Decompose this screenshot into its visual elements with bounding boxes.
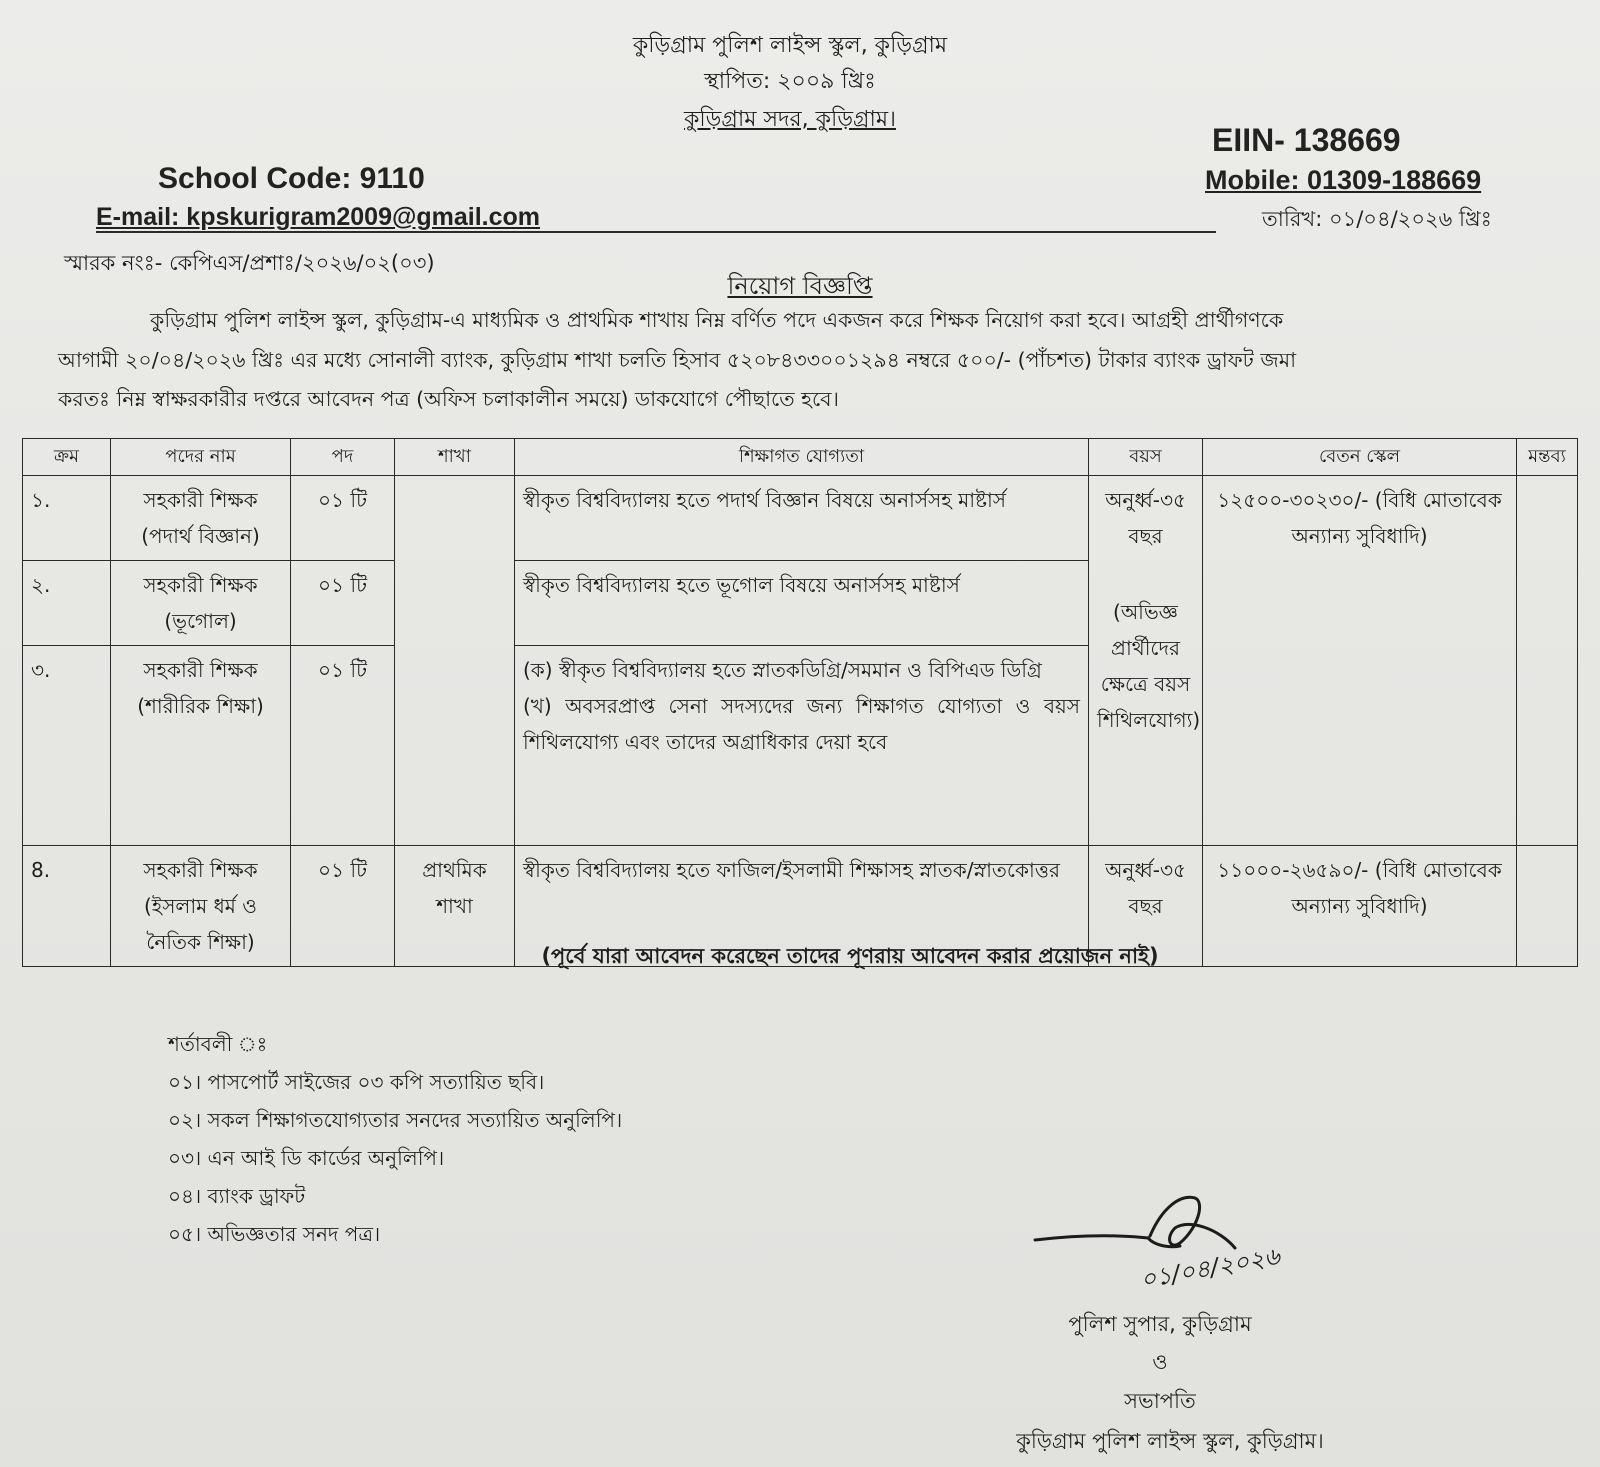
notice-body-line-2: আগামী ২০/০৪/২০২৬ খ্রিঃ এর মধ্যে সোনালী ব্যাংক, কুড়িগ্রাম শাখা চলতি হিসাব ৫২০৮৪৩৩০০১২৯৪ নম্বরে ৫০০/- (পাঁচশত) টাকার ব্যাংক ড্রাফট জমা (58, 348, 1297, 372)
remarks-empty (1517, 476, 1578, 846)
row-post-count: ০১ টি (291, 846, 395, 967)
notice-date: তারিখ: ০১/০৪/২০২৬ খ্রিঃ (1262, 207, 1492, 231)
condition-item: ০২। সকল শিক্ষাগতযোগ্যতার সনদের সত্যায়িত অনুলিপি। (168, 1108, 623, 1132)
established-line: স্থাপিত: ২০০৯ খ্রিঃ (704, 69, 876, 94)
col-post-count: পদ (291, 439, 395, 476)
row-post-count: ০১ টি (291, 561, 395, 646)
row-remarks-empty (1517, 846, 1578, 967)
col-age: বয়স (1089, 439, 1203, 476)
col-branch: শাখা (395, 439, 515, 476)
address-line: কুড়িগ্রাম সদর, কুড়িগ্রাম। (684, 107, 896, 132)
row-post-name: সহকারী শিক্ষক (শারীরিক শিক্ষা) (111, 646, 291, 846)
row-branch-empty (395, 476, 515, 846)
condition-item: ০৫। অভিজ্ঞতার সনদ পত্র। (168, 1222, 381, 1246)
group-age-note: (অভিজ্ঞ প্রার্থীদের ক্ষেত্রে বয়স শিথিলযোগ্য) (1097, 600, 1201, 733)
row-qualification: স্বীকৃত বিশ্ববিদ্যালয় হতে পদার্থ বিজ্ঞান বিষয়ে অনার্সসহ মাষ্টার্স (515, 476, 1089, 561)
row-age: অনুর্ধ্ব-৩৫ বছর (1089, 846, 1203, 967)
row-post-name: সহকারী শিক্ষক (ভূগোল) (111, 561, 291, 646)
col-remarks: মন্তব্য (1517, 439, 1578, 476)
signatory-organization: কুড়িগ্রাম পুলিশ লাইন্স স্কুল, কুড়িগ্রাম। (1016, 1429, 1324, 1453)
col-qualification: শিক্ষাগত যোগ্যতা (515, 439, 1089, 476)
memo-number: স্মারক নংঃ- কেপিএস/প্রশাঃ/২০২৬/০২(০৩) (64, 251, 435, 275)
school-name-heading: কুড়িগ্রাম পুলিশ লাইন্স স্কুল, কুড়িগ্রাম (632, 33, 948, 58)
group-age-cell (1089, 476, 1203, 846)
school-code: School Code: 9110 (158, 162, 425, 195)
row-qualification-cell (515, 646, 1089, 846)
signature-date: ০১/০৪/২০২৬ (1138, 1242, 1282, 1295)
email-line: E-mail: kpskurigram2009@gmail.com (96, 203, 540, 231)
condition-item: ০৪। ব্যাংক ড্রাফট (168, 1184, 306, 1208)
notice-body-line-1: কুড়িগ্রাম পুলিশ লাইন্স স্কুল, কুড়িগ্রাম-এ মাধ্যমিক ও প্রাথমিক শাখায় নিম্ন বর্ণিত পদে একজন করে শিক্ষক নিয়োগ করা হবে। আগ্রহী প্রার্থীগণকে (150, 308, 1284, 332)
row-serial: ২. (23, 561, 111, 646)
row-post-count: ০১ টি (291, 476, 395, 561)
col-serial: ক্রম (23, 439, 111, 476)
row-qualification: স্বীকৃত বিশ্ববিদ্যালয় হতে ফাজিল/ইসলামী শিক্ষাসহ স্নাতক/স্নাতকোত্তর (515, 846, 1089, 967)
eiin-number: EIIN- 138669 (1212, 122, 1401, 158)
row-qualification: স্বীকৃত বিশ্ববিদ্যালয় হতে ভূগোল বিষয়ে অনার্সসহ মাষ্টার্স (515, 561, 1089, 646)
condition-item: ০১। পাসপোর্ট সাইজের ০৩ কপি সত্যায়িত ছবি। (168, 1070, 545, 1094)
mobile-number: Mobile: 01309-188669 (1205, 165, 1482, 195)
row-serial: 8. (23, 846, 111, 967)
row-post-name: সহকারী শিক্ষক (ইসলাম ধর্ম ও নৈতিক শিক্ষা) (111, 846, 291, 967)
condition-item: ০৩। এন আই ডি কার্ডের অনুলিপি। (168, 1146, 445, 1170)
vacancy-table (22, 438, 1578, 967)
table-row (23, 476, 1578, 561)
reapply-footnote: (পূর্বে যারা আবেদন করেছেন তাদের পূণরায় আবেদন করার প্রয়োজন নাই) (541, 944, 1159, 968)
group-age: অনুর্ধ্ব-৩৫ বছর (1105, 488, 1186, 549)
col-post-name: পদের নাম (111, 439, 291, 476)
row-pay-scale: ১১০০০-২৬৫৯০/- (বিধি মোতাবেক অন্যান্য সুবিধাদি) (1203, 846, 1517, 967)
col-pay-scale: বেতন স্কেল (1203, 439, 1517, 476)
table-header-row (23, 439, 1578, 476)
row-post-name: সহকারী শিক্ষক (পদার্থ বিজ্ঞান) (111, 476, 291, 561)
row-post-count: ০১ টি (291, 646, 395, 846)
notice-title: নিয়োগ বিজ্ঞপ্তি (727, 272, 873, 300)
notice-body-line-3: করতঃ নিম্ন স্বাক্ষরকারীর দপ্তরে আবেদন পত্র (অফিস চলাকালীন সময়ে) ডাকযোগে পৌছাতে হবে। (58, 387, 839, 411)
group-pay-scale: ১২৫০০-৩০২৩০/- (বিধি মোতাবেক অন্যান্য সুবিধাদি) (1203, 476, 1517, 846)
row-serial: ৩. (23, 646, 111, 846)
row-serial: ১. (23, 476, 111, 561)
signatory-title: পুলিশ সুপার, কুড়িগ্রাম (1068, 1312, 1252, 1336)
header-rule (96, 231, 1216, 233)
row-branch: প্রাথমিক শাখা (395, 846, 515, 967)
signatory-chairman: সভাপতি (1124, 1389, 1196, 1413)
qualification-b: (খ) অবসরপ্রাপ্ত সেনা সদস্যদের জন্য শিক্ষাগত যোগ্যতা ও বয়স শিথিলযোগ্য এবং তাদের অগ্রাধিকার দেয়া হবে (523, 694, 1080, 755)
conditions-title: শর্তাবলী ঃ (168, 1032, 268, 1056)
signatory-and: ও (1152, 1350, 1168, 1374)
qualification-a: (ক) স্বীকৃত বিশ্ববিদ্যালয় হতে স্নাতকডিগ্রি/সমমান ও বিপিএড ডিগ্রি (523, 658, 1042, 683)
